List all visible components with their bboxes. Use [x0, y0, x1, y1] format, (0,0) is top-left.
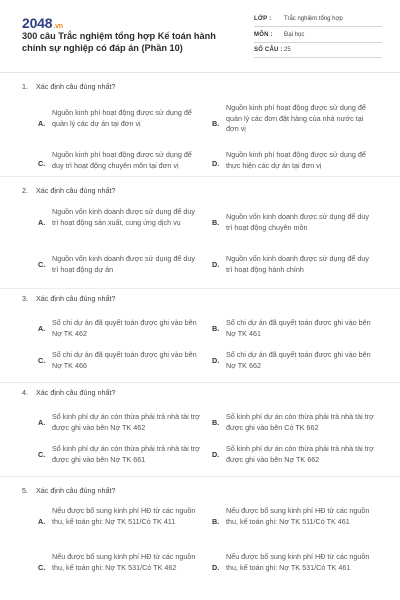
option-letter: C.: [38, 260, 46, 269]
option-letter: A.: [38, 517, 46, 526]
question-number: 4.: [22, 388, 28, 397]
option-text: Nguồn kinh phí hoạt động được sử dụng để thực hiện các dự án tại đơn vị: [226, 150, 366, 170]
question-heading: [22, 186, 116, 195]
meta-class-label: LỚP :: [254, 16, 272, 22]
option-letter: D.: [212, 260, 220, 269]
option-text: Số chi dự án đã quyết toán được ghi vào bên Nợ TK 662: [226, 350, 371, 370]
meta-class-row: [254, 15, 382, 27]
option-letter: A.: [38, 418, 46, 427]
question-number: 3.: [22, 294, 28, 303]
option-letter: B.: [212, 418, 220, 427]
worksheet-title: 300 câu Trắc nghiệm tổng hợp Kế toán hành chính sự nghiệp có đáp án (Phần 10): [22, 31, 216, 53]
option-text: Nếu được bổ sung kinh phí HĐ từ các nguồn thu, kế toán ghi: Nợ TK 511/Có TK 411: [52, 506, 196, 526]
site-logo[interactable]: [22, 15, 63, 31]
question-text: Xác định câu đúng nhất?: [36, 186, 116, 195]
meta-count-row: [254, 46, 382, 58]
meta-subject-value: Đại học: [284, 32, 305, 38]
option-text: Nguồn vốn kinh doanh được sử dụng để duy trì hoạt động sản xuất, cung ứng dịch vụ: [52, 207, 196, 227]
question-text: Xác định câu đúng nhất?: [36, 82, 116, 91]
meta-subject-label: MÔN :: [254, 32, 273, 38]
meta-count-value: 25: [284, 47, 291, 53]
question-separator: [0, 288, 400, 289]
option-text: Nguồn kinh phí hoạt động được sử dụng để quản lý các dự án tại đơn vị: [52, 108, 192, 128]
logo-suffix: .vn: [53, 23, 63, 30]
option-text: Nếu được bổ sung kinh phí HĐ từ các nguồn thu, kế toán ghi: Nợ TK 531/Có TK 462: [52, 552, 196, 572]
option-text: Số kinh phí dự án còn thừa phải trả nhà tài trợ được ghi vào bên Có TK 662: [226, 412, 374, 432]
option-letter: A.: [38, 324, 46, 333]
option-text: Số kinh phí dự án còn thừa phải trả nhà tài trợ được ghi vào bên Nợ TK 462: [52, 412, 200, 432]
logo-text: 2048: [22, 15, 53, 31]
option-text: Số kinh phí dự án còn thừa phải trả nhà tài trợ được ghi vào bên Nợ TK 661: [52, 444, 200, 464]
question-separator: [0, 382, 400, 383]
option-letter: B.: [212, 218, 220, 227]
option-letter: B.: [212, 324, 220, 333]
option-text: Nguồn kinh phí hoạt động được sử dụng để duy trì hoạt động chuyên môn tại đơn vị: [52, 150, 192, 170]
option-letter: D.: [212, 450, 220, 459]
question-heading: [22, 486, 116, 495]
option-letter: D.: [212, 159, 220, 168]
worksheet-header: [0, 0, 400, 68]
question-number: 5.: [22, 486, 28, 495]
option-letter: C.: [38, 450, 46, 459]
meta-subject-row: [254, 31, 382, 43]
question-text: Xác định câu đúng nhất?: [36, 388, 116, 397]
question-heading: [22, 388, 116, 397]
option-letter: C.: [38, 356, 46, 365]
meta-class-value: Trắc nghiệm tổng hợp: [284, 16, 343, 22]
option-letter: C.: [38, 159, 46, 168]
option-letter: B.: [212, 119, 220, 128]
header-divider: [0, 72, 400, 73]
question-text: Xác định câu đúng nhất?: [36, 294, 116, 303]
option-text: Số kinh phí dự án còn thừa phải trả nhà tài trợ được ghi vào bên Nợ TK 662: [226, 444, 374, 464]
option-text: Nguồn vốn kinh doanh được sử dụng để duy trì hoạt động chuyên môn: [226, 212, 370, 232]
option-letter: D.: [212, 563, 220, 572]
question-separator: [0, 476, 400, 477]
option-text: Nếu được bổ sung kinh phí HĐ từ các nguồn thu, kế toán ghi: Nợ TK 511/Có TK 461: [226, 506, 370, 526]
option-text: Nguồn vốn kinh doanh được sử dụng để duy trì hoạt động dự án: [52, 254, 196, 274]
meta-count-label: SỐ CÂU :: [254, 47, 283, 53]
option-text: Nguồn vốn kinh doanh được sử dụng để duy trì hoạt động hành chính: [226, 254, 370, 274]
question-separator: [0, 176, 400, 177]
question-text: Xác định câu đúng nhất?: [36, 486, 116, 495]
question-heading: [22, 294, 116, 303]
option-letter: B.: [212, 517, 220, 526]
option-text: Số chi dự án đã quyết toán được ghi vào bên Nợ TK 461: [226, 318, 371, 338]
question-heading: [22, 82, 116, 91]
question-number: 1.: [22, 82, 28, 91]
option-text: Nguồn kinh phí hoạt động được sử dụng để quản lý các đơn đặt hàng của nhà nước tại đơn vị: [226, 103, 366, 133]
option-text: Số chi dự án đã quyết toán được ghi vào bên Nợ TK 466: [52, 350, 197, 370]
option-letter: A.: [38, 218, 46, 227]
option-letter: C.: [38, 563, 46, 572]
option-letter: A.: [38, 119, 46, 128]
option-text: Số chi dự án đã quyết toán được ghi vào bên Nợ TK 462: [52, 318, 197, 338]
option-letter: D.: [212, 356, 220, 365]
option-text: Nếu được bổ sung kinh phí HĐ từ các nguồn thu, kế toán ghi: Nợ TK 531/Có TK 461: [226, 552, 370, 572]
question-number: 2.: [22, 186, 28, 195]
